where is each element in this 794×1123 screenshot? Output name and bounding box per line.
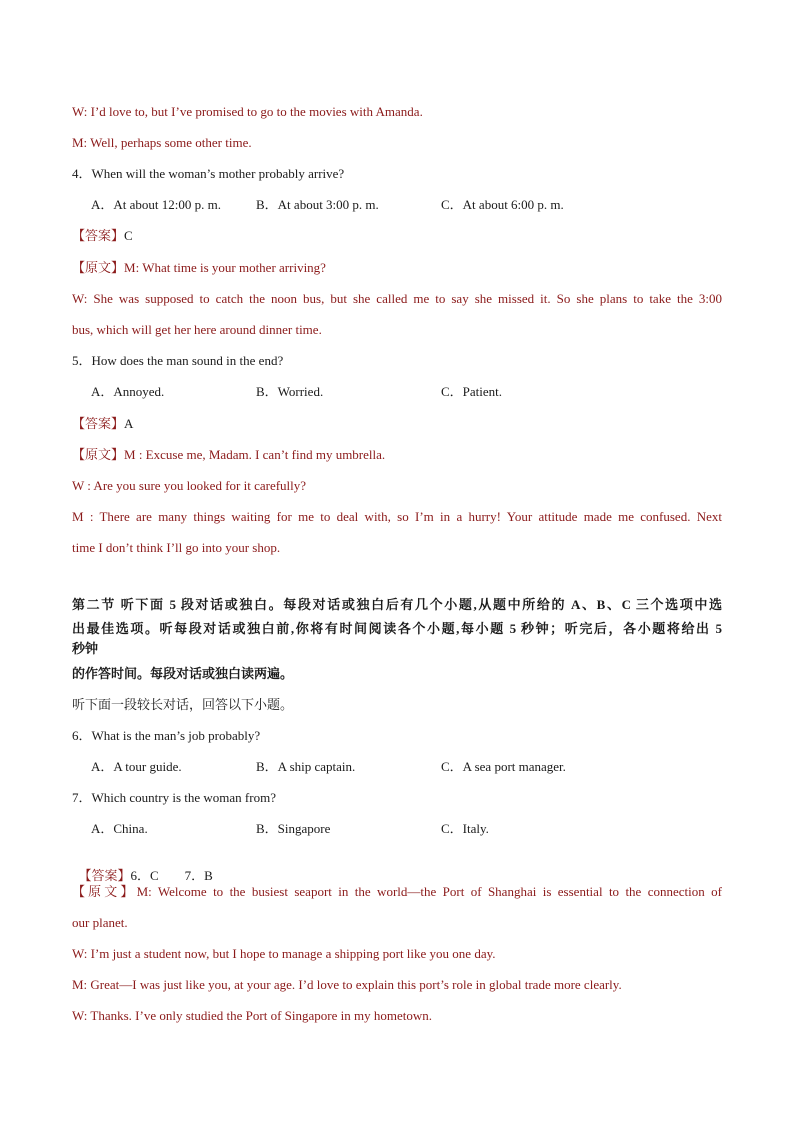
q67-answer: 6．C 7．B xyxy=(130,868,213,883)
q7-option-c: C．Italy. xyxy=(441,821,489,836)
q5-transcript-row xyxy=(72,447,385,463)
section2-line-1: 第二节 听下面 5 段对话或独白。每段对话或独白后有几个小题,从题中所给的 A、B、C 三个选项中选 xyxy=(72,597,722,612)
section2-line-4: 的作答时间。每段对话或独白读两遍。 xyxy=(72,666,294,681)
q67-transcript-row xyxy=(72,884,722,900)
q4-transcript-line-1: M: What time is your mother arriving? xyxy=(124,260,326,275)
question-5: 5．How does the man sound in the end? xyxy=(72,353,284,368)
q5-option-b: B．Worried. xyxy=(256,384,324,399)
transcript-label: 【原文】 xyxy=(72,884,137,899)
question-7: 7．Which country is the woman from? xyxy=(72,790,276,805)
answer-label: 【答案】 xyxy=(72,416,125,431)
q4-transcript-line-2: W: She was supposed to catch the noon bus, but she called me to say she missed it. So she plans to take the 3:00 xyxy=(72,291,722,306)
dialogue-line-m: M: Well, perhaps some other time. xyxy=(72,135,252,150)
q5-transcript-line-1: M : Excuse me, Madam. I can’t find my umbrella. xyxy=(124,447,386,462)
q4-option-c: C．At about 6:00 p. m. xyxy=(441,197,564,212)
q67-transcript-line-2: our planet. xyxy=(72,915,128,930)
q5-transcript-line-4: time I don’t think I’ll go into your shop. xyxy=(72,540,281,555)
question-6: 6．What is the man’s job probably? xyxy=(72,728,261,743)
answer-label: 【答案】 xyxy=(72,228,125,243)
dialogue-line-w: W: I’d love to, but I’ve promised to go to the movies with Amanda. xyxy=(72,104,423,119)
q5-transcript-line-2: W : Are you sure you looked for it carefully? xyxy=(72,478,307,493)
q7-option-a: A．China. xyxy=(91,821,148,836)
q4-answer-row xyxy=(72,228,133,244)
q67-transcript-line-5: W: Thanks. I’ve only studied the Port of Singapore in my hometown. xyxy=(72,1008,432,1023)
q67-transcript-line-4: M: Great—I was just like you, at your age. I’d love to explain this port’s role in global trade more clearly. xyxy=(72,977,622,992)
q67-transcript-line-3: W: I’m just a student now, but I hope to manage a shipping port like you one day. xyxy=(72,946,496,961)
q5-option-a: A．Annoyed. xyxy=(91,384,165,399)
q5-option-c: C．Patient. xyxy=(441,384,503,399)
q4-transcript-line-3: bus, which will get her here around dinner time. xyxy=(72,322,322,337)
q4-option-a: A．At about 12:00 p. m. xyxy=(91,197,221,212)
q4-option-b: B．At about 3:00 p. m. xyxy=(256,197,379,212)
section2-line-3: 秒钟 xyxy=(72,641,99,656)
answer-label: 【答案】 xyxy=(78,868,131,883)
q6-option-b: B．A ship captain. xyxy=(256,759,356,774)
question-4: 4．When will the woman’s mother probably arrive? xyxy=(72,166,345,181)
q6-option-a: A．A tour guide. xyxy=(91,759,182,774)
section2-line-2: 出最佳选项。听每段对话或独白前,你将有时间阅读各个小题,每小题 5 秒钟；听完后，各小题将给出 5 xyxy=(72,621,722,636)
transcript-label: 【原文】 xyxy=(72,260,125,275)
q5-answer: A xyxy=(124,416,134,431)
q6-option-c: C．A sea port manager. xyxy=(441,759,566,774)
section2-instruction: 听下面一段较长对话，回答以下小题。 xyxy=(72,697,294,712)
q7-option-b: B．Singapore xyxy=(256,821,331,836)
transcript-label: 【原文】 xyxy=(72,447,125,462)
q4-answer: C xyxy=(124,228,133,243)
q4-transcript-row xyxy=(72,260,326,276)
q5-answer-row xyxy=(72,416,133,432)
q5-transcript-line-3: M : There are many things waiting for me to deal with, so I’m in a hurry! Your attitude made me confused. Next xyxy=(72,509,722,524)
q67-transcript-line-1: M: Welcome to the busiest seaport in the world—the Port of Shanghai is essential to the connection of xyxy=(136,884,722,899)
q67-answer-row xyxy=(72,852,213,884)
